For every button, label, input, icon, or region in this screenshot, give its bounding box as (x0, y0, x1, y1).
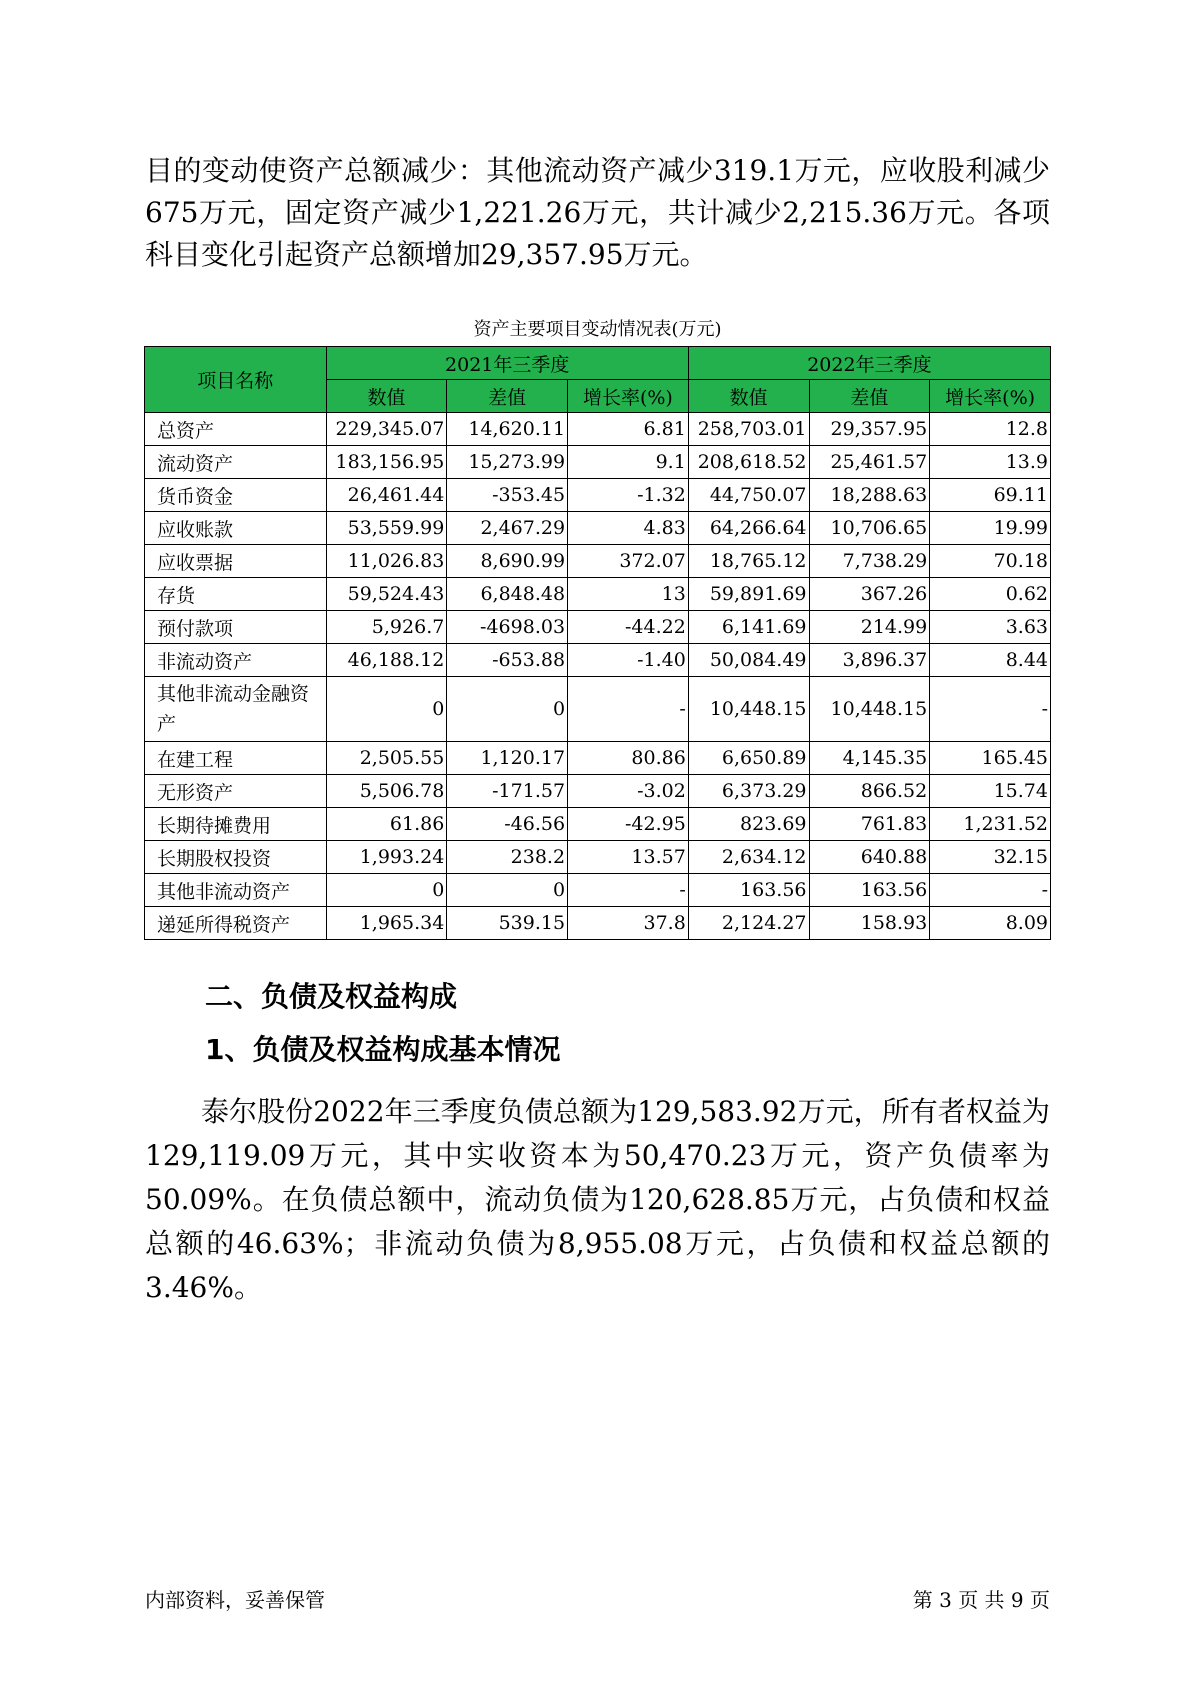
row-value-v2: 44,750.07 (688, 479, 809, 512)
row-value-v2: 2,634.12 (688, 841, 809, 874)
table-row (145, 775, 1051, 808)
liabilities-paragraph: 泰尔股份2022年三季度负债总额为129,583.92万元，所有者权益为129,119.09万元，其中实收资本为50,470.23万元，资产负债率为50.09%。在负债总额中，流动负债为120,628.85万元，占负债和权益总额的46.63%；非流动负债为8,955.08万元，占负债和权益总额的3.46%。 (145, 1095, 1050, 1304)
row-value-d1: 2,467.29 (447, 512, 568, 545)
table-row (145, 742, 1051, 775)
row-value-v1: 46,188.12 (326, 644, 447, 677)
table-caption: 资产主要项目变动情况表(万元) (473, 319, 722, 340)
row-value-g2: 69.11 (930, 479, 1051, 512)
row-item-name: 总资产 (145, 413, 327, 446)
row-value-g1: 80.86 (568, 742, 689, 775)
row-value-d1: -4698.03 (447, 611, 568, 644)
row-item-name: 预付款项 (145, 611, 327, 644)
row-value-v2: 208,618.52 (688, 446, 809, 479)
table-body (145, 413, 1051, 940)
row-value-d2: 214.99 (809, 611, 930, 644)
table-row (145, 874, 1051, 907)
row-value-d2: 640.88 (809, 841, 930, 874)
row-value-v1: 61.86 (326, 808, 447, 841)
row-value-d2: 4,145.35 (809, 742, 930, 775)
row-item-name: 存货 (145, 578, 327, 611)
row-value-v1: 0 (326, 677, 447, 742)
row-value-v2: 10,448.15 (688, 677, 809, 742)
row-value-g2: 1,231.52 (930, 808, 1051, 841)
row-value-d1: -171.57 (447, 775, 568, 808)
row-value-d2: 3,896.37 (809, 644, 930, 677)
footer-page-number: 第 3 页 共 9 页 (912, 1588, 1050, 1612)
row-value-d1: 15,273.99 (447, 446, 568, 479)
row-value-g2: - (930, 677, 1051, 742)
row-value-g2: 19.99 (930, 512, 1051, 545)
row-value-g2: 12.8 (930, 413, 1051, 446)
row-value-d2: 163.56 (809, 874, 930, 907)
row-value-d1: 6,848.48 (447, 578, 568, 611)
row-value-g2: 8.09 (930, 907, 1051, 940)
row-value-d2: 367.26 (809, 578, 930, 611)
row-value-g1: 372.07 (568, 545, 689, 578)
row-value-v2: 823.69 (688, 808, 809, 841)
row-value-v2: 6,141.69 (688, 611, 809, 644)
row-value-d2: 7,738.29 (809, 545, 930, 578)
table-row (145, 512, 1051, 545)
row-value-v1: 59,524.43 (326, 578, 447, 611)
row-item-name: 应收票据 (145, 545, 327, 578)
row-value-d1: -46.56 (447, 808, 568, 841)
row-value-d2: 18,288.63 (809, 479, 930, 512)
row-value-g2: 0.62 (930, 578, 1051, 611)
row-value-v2: 163.56 (688, 874, 809, 907)
table-row (145, 479, 1051, 512)
row-item-name: 其他非流动金融资产 (145, 677, 327, 742)
row-value-v1: 26,461.44 (326, 479, 447, 512)
period-2022-header: 2022年三季度 (688, 347, 1050, 380)
table-row (145, 446, 1051, 479)
row-item-name: 无形资产 (145, 775, 327, 808)
row-value-g2: 70.18 (930, 545, 1051, 578)
table-row (145, 413, 1051, 446)
row-value-v1: 1,965.34 (326, 907, 447, 940)
row-value-d1: 539.15 (447, 907, 568, 940)
row-value-d2: 761.83 (809, 808, 930, 841)
period-2021-header: 2021年三季度 (326, 347, 688, 380)
row-value-v2: 59,891.69 (688, 578, 809, 611)
row-value-g1: -1.40 (568, 644, 689, 677)
row-item-name: 长期股权投资 (145, 841, 327, 874)
table-header-row (145, 347, 1051, 380)
row-value-v1: 53,559.99 (326, 512, 447, 545)
row-value-g2: 32.15 (930, 841, 1051, 874)
subsection-heading: 1、负债及权益构成基本情况 (205, 1033, 561, 1066)
row-value-g2: 165.45 (930, 742, 1051, 775)
row-value-g2: 15.74 (930, 775, 1051, 808)
row-value-d1: 1,120.17 (447, 742, 568, 775)
row-value-g1: - (568, 677, 689, 742)
column-header: 数值 (688, 380, 809, 413)
row-item-name: 递延所得税资产 (145, 907, 327, 940)
row-value-v1: 0 (326, 874, 447, 907)
row-value-v1: 2,505.55 (326, 742, 447, 775)
item-name-header: 项目名称 (145, 347, 327, 413)
row-value-v1: 1,993.24 (326, 841, 447, 874)
row-value-v2: 6,373.29 (688, 775, 809, 808)
table-row (145, 907, 1051, 940)
row-value-d1: 8,690.99 (447, 545, 568, 578)
row-value-v2: 18,765.12 (688, 545, 809, 578)
row-item-name: 应收账款 (145, 512, 327, 545)
row-value-v1: 229,345.07 (326, 413, 447, 446)
row-item-name: 货币资金 (145, 479, 327, 512)
row-value-d1: -353.45 (447, 479, 568, 512)
column-header: 差值 (809, 380, 930, 413)
row-value-v2: 2,124.27 (688, 907, 809, 940)
row-item-name: 在建工程 (145, 742, 327, 775)
row-value-d2: 29,357.95 (809, 413, 930, 446)
row-item-name: 长期待摊费用 (145, 808, 327, 841)
row-value-v1: 11,026.83 (326, 545, 447, 578)
asset-changes-table (144, 346, 1051, 940)
row-value-v2: 50,084.49 (688, 644, 809, 677)
row-value-g1: -3.02 (568, 775, 689, 808)
row-value-d2: 10,448.15 (809, 677, 930, 742)
row-value-g1: -42.95 (568, 808, 689, 841)
row-value-v1: 5,506.78 (326, 775, 447, 808)
row-value-d2: 158.93 (809, 907, 930, 940)
column-header: 增长率(%) (568, 380, 689, 413)
row-value-d1: 14,620.11 (447, 413, 568, 446)
table-row (145, 841, 1051, 874)
section-heading: 二、负债及权益构成 (205, 980, 458, 1013)
row-value-g1: -44.22 (568, 611, 689, 644)
row-item-name: 流动资产 (145, 446, 327, 479)
row-value-v1: 183,156.95 (326, 446, 447, 479)
row-value-g2: - (930, 874, 1051, 907)
table-row (145, 545, 1051, 578)
row-value-g1: -1.32 (568, 479, 689, 512)
row-value-g1: 6.81 (568, 413, 689, 446)
row-value-d1: -653.88 (447, 644, 568, 677)
row-value-v2: 64,266.64 (688, 512, 809, 545)
row-value-g1: 13 (568, 578, 689, 611)
row-value-g2: 13.9 (930, 446, 1051, 479)
row-value-g1: - (568, 874, 689, 907)
table-row (145, 578, 1051, 611)
table-row (145, 611, 1051, 644)
row-value-g1: 13.57 (568, 841, 689, 874)
column-header: 差值 (447, 380, 568, 413)
row-value-d2: 10,706.65 (809, 512, 930, 545)
table-row (145, 644, 1051, 677)
row-value-v1: 5,926.7 (326, 611, 447, 644)
row-value-v2: 258,703.01 (688, 413, 809, 446)
row-item-name: 其他非流动资产 (145, 874, 327, 907)
row-value-d2: 866.52 (809, 775, 930, 808)
row-value-d1: 238.2 (447, 841, 568, 874)
footer-confidential-note: 内部资料，妥善保管 (145, 1588, 325, 1612)
row-value-d1: 0 (447, 677, 568, 742)
row-value-g2: 8.44 (930, 644, 1051, 677)
row-value-v2: 6,650.89 (688, 742, 809, 775)
column-header: 增长率(%) (930, 380, 1051, 413)
row-value-g2: 3.63 (930, 611, 1051, 644)
intro-paragraph: 目的变动使资产总额减少：其他流动资产减少319.1万元，应收股利减少675万元，固定资产减少1,221.26万元，共计减少2,215.36万元。各项科目变化引起资产总额增加29,357.95万元。 (145, 154, 1050, 271)
row-item-name: 非流动资产 (145, 644, 327, 677)
table-row (145, 677, 1051, 742)
row-value-d1: 0 (447, 874, 568, 907)
row-value-g1: 37.8 (568, 907, 689, 940)
row-value-g1: 9.1 (568, 446, 689, 479)
column-header: 数值 (326, 380, 447, 413)
table-row (145, 808, 1051, 841)
row-value-d2: 25,461.57 (809, 446, 930, 479)
row-value-g1: 4.83 (568, 512, 689, 545)
